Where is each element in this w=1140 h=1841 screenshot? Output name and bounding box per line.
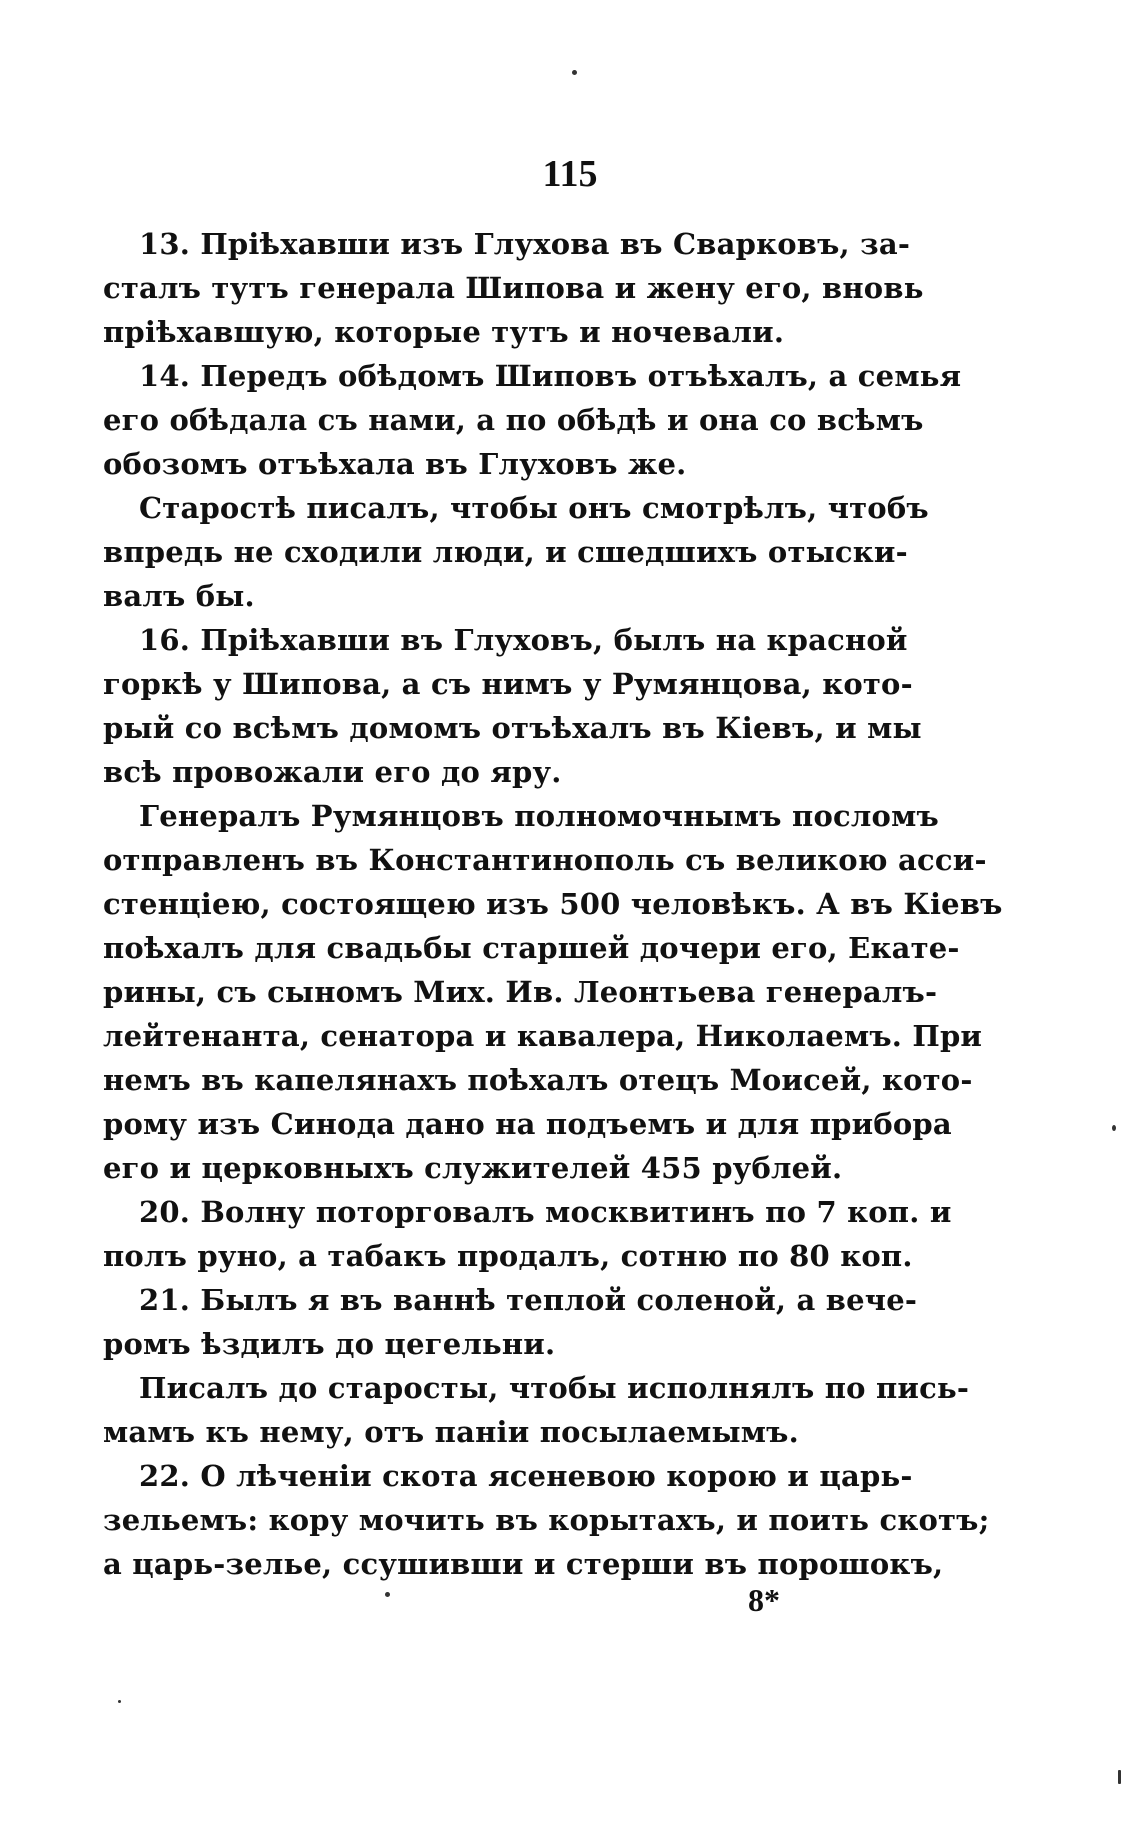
paper-speck (385, 1592, 390, 1597)
text-line: полъ руно, а табакъ продалъ, сотню по 80 коп. (103, 1239, 913, 1273)
text-line: 22. О лѣченіи скота ясеневою корою и царь- (139, 1459, 913, 1493)
text-line: Писалъ до старосты, чтобы исполнялъ по пись- (139, 1371, 970, 1405)
text-line: всѣ провожали его до яру. (103, 755, 562, 789)
text-line: немъ въ капелянахъ поѣхалъ отецъ Моисей, кото- (103, 1063, 973, 1097)
text-line: мамъ къ нему, отъ паніи посылаемымъ. (103, 1415, 799, 1449)
text-line: впредь не сходили люди, и сшедшихъ отыски- (103, 535, 908, 569)
text-line: 21. Былъ я въ ваннѣ теплой соленой, а вече- (139, 1283, 918, 1317)
text-line: горкѣ у Шипова, а съ нимъ у Румянцова, кото- (103, 667, 913, 701)
text-line: рый со всѣмъ домомъ отъѣхалъ въ Кіевъ, и мы (103, 711, 922, 745)
paper-speck (1112, 1125, 1116, 1131)
text-line: обозомъ отъѣхала въ Глуховъ же. (103, 447, 687, 481)
paper-speck (118, 1700, 121, 1703)
text-line: зельемъ: кору мочить въ корытахъ, и поить скотъ; (103, 1503, 990, 1537)
text-line: Генералъ Румянцовъ полномочнымъ посломъ (139, 799, 939, 833)
body-text (103, 222, 1003, 1586)
text-line: рому изъ Синода дано на подъемъ и для прибора (103, 1107, 952, 1141)
text-line: поѣхалъ для свадьбы старшей дочери его, Екате- (103, 931, 960, 965)
text-line: рины, съ сыномъ Мих. Ив. Леонтьева генералъ- (103, 975, 938, 1009)
text-line: 14. Передъ обѣдомъ Шиповъ отъѣхалъ, а семья (139, 359, 962, 393)
text-line: 20. Волну поторговалъ москвитинъ по 7 коп. и (139, 1195, 952, 1229)
text-line: 16. Пріѣхавши въ Глуховъ, былъ на красной (139, 623, 908, 657)
text-line: пріѣхавшую, которые тутъ и ночевали. (103, 315, 785, 349)
text-line: Старостѣ писалъ, чтобы онъ смотрѣлъ, чтобъ (139, 491, 929, 525)
page-number: 115 (542, 153, 598, 195)
text-line: сталъ тутъ генерала Шипова и жену его, вновь (103, 271, 924, 305)
text-line: а царь-зелье, ссушивши и стерши въ порошокъ, (103, 1547, 944, 1581)
text-line: стенціею, состоящею изъ 500 человѣкъ. А въ Кіевъ (103, 887, 1003, 921)
paper-speck (572, 70, 577, 75)
text-line: его и церковныхъ служителей 455 рублей. (103, 1151, 843, 1185)
text-line: валъ бы. (103, 579, 255, 613)
text-line: его обѣдала съ нами, а по обѣдѣ и она со всѣмъ (103, 403, 924, 437)
signature-mark: 8* (748, 1582, 780, 1618)
paper-speck (1118, 1770, 1121, 1784)
text-line: 13. Пріѣхавши изъ Глухова въ Сварковъ, за- (139, 227, 911, 261)
text-line: отправленъ въ Константинополь съ великою асси- (103, 843, 987, 877)
text-line: лейтенанта, сенатора и кавалера, Николаемъ. При (103, 1019, 983, 1053)
text-line: ромъ ѣздилъ до цегельни. (103, 1327, 556, 1361)
